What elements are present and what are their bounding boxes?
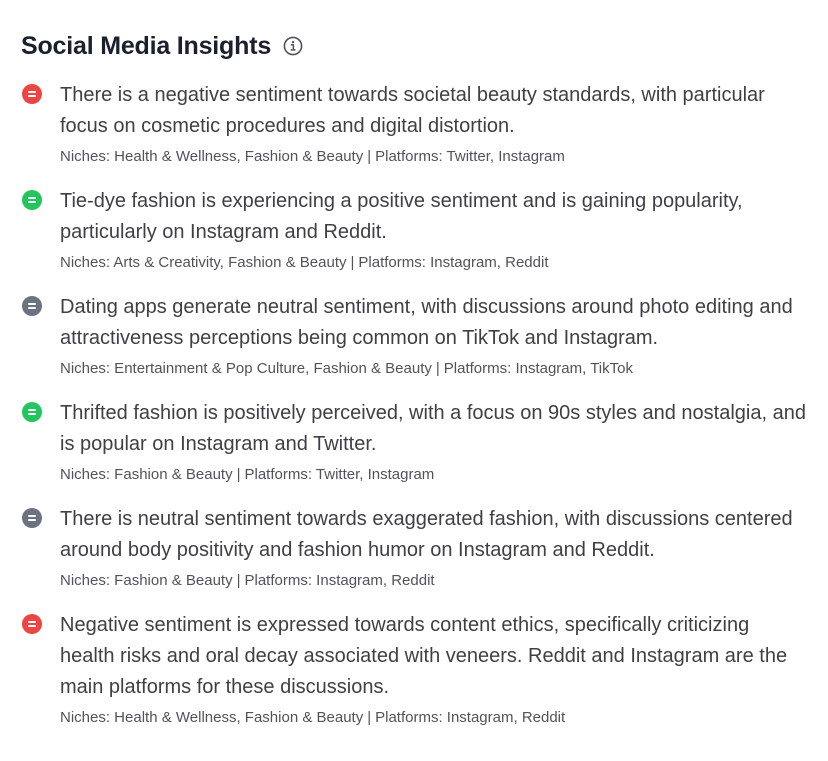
insight-platforms: Platforms: Instagram, TikTok	[443, 360, 633, 377]
neutral-sentiment-icon	[22, 296, 42, 316]
insights-list	[21, 80, 808, 729]
panel-title: Social Media Insights	[21, 31, 272, 60]
meta-separator: |	[236, 572, 241, 589]
insight-text: There is a negative sentiment towards societal beauty standards, with particular focus on cosmetic procedures and digital distortion.	[60, 84, 765, 137]
panel-header	[21, 30, 808, 62]
insight-meta	[60, 252, 808, 274]
insight-item	[21, 80, 808, 168]
insight-text: There is neutral sentiment towards exaggerated fashion, with discussions centered around body positivity and fashion humor on Instagram and Reddit.	[60, 508, 793, 561]
neutral-sentiment-icon	[22, 508, 42, 528]
meta-separator: |	[367, 709, 372, 726]
meta-separator: |	[350, 254, 355, 271]
insight-niches: Niches: Fashion & Beauty	[60, 466, 233, 483]
insight-platforms: Platforms: Twitter, Instagram	[244, 466, 435, 483]
meta-separator: |	[236, 466, 241, 483]
insight-item	[21, 292, 808, 380]
insight-platforms: Platforms: Twitter, Instagram	[375, 148, 565, 165]
insight-text: Thrifted fashion is positively perceived, with a focus on 90s styles and nostalgia, and is popular on Instagram and Twitter.	[60, 402, 806, 455]
insight-platforms: Platforms: Instagram, Reddit	[244, 572, 435, 589]
meta-separator: |	[367, 148, 372, 165]
insight-niches: Niches: Arts & Creativity, Fashion & Beauty	[60, 254, 347, 271]
insight-text: Tie-dye fashion is experiencing a positive sentiment and is gaining popularity, particularly on Instagram and Reddit.	[60, 190, 743, 243]
insight-niches: Niches: Entertainment & Pop Culture, Fashion & Beauty	[60, 360, 432, 377]
info-circle-icon[interactable]	[283, 36, 303, 56]
positive-sentiment-icon	[22, 190, 42, 210]
insight-meta	[60, 358, 808, 380]
insight-text: Negative sentiment is expressed towards content ethics, specifically criticizing health risks and oral decay associated with veneers. Reddit and Instagram are the main platforms for these discussions.	[60, 614, 788, 698]
insight-niches: Niches: Fashion & Beauty	[60, 572, 233, 589]
insight-niches: Niches: Health & Wellness, Fashion & Beauty	[60, 148, 364, 165]
meta-separator: |	[435, 360, 440, 377]
insight-platforms: Platforms: Instagram, Reddit	[375, 709, 566, 726]
insight-meta	[60, 707, 808, 729]
insight-platforms: Platforms: Instagram, Reddit	[358, 254, 549, 271]
insight-meta	[60, 570, 808, 592]
insight-item	[21, 504, 808, 592]
insight-meta	[60, 146, 808, 168]
insight-meta	[60, 464, 808, 486]
insight-item	[21, 398, 808, 486]
negative-sentiment-icon	[22, 614, 42, 634]
insight-item	[21, 186, 808, 274]
insight-niches: Niches: Health & Wellness, Fashion & Beauty	[60, 709, 364, 726]
negative-sentiment-icon	[22, 84, 42, 104]
positive-sentiment-icon	[22, 402, 42, 422]
insight-text: Dating apps generate neutral sentiment, with discussions around photo editing and attractiveness perceptions being common on TikTok and Instagram.	[60, 296, 793, 349]
insight-item	[21, 610, 808, 729]
